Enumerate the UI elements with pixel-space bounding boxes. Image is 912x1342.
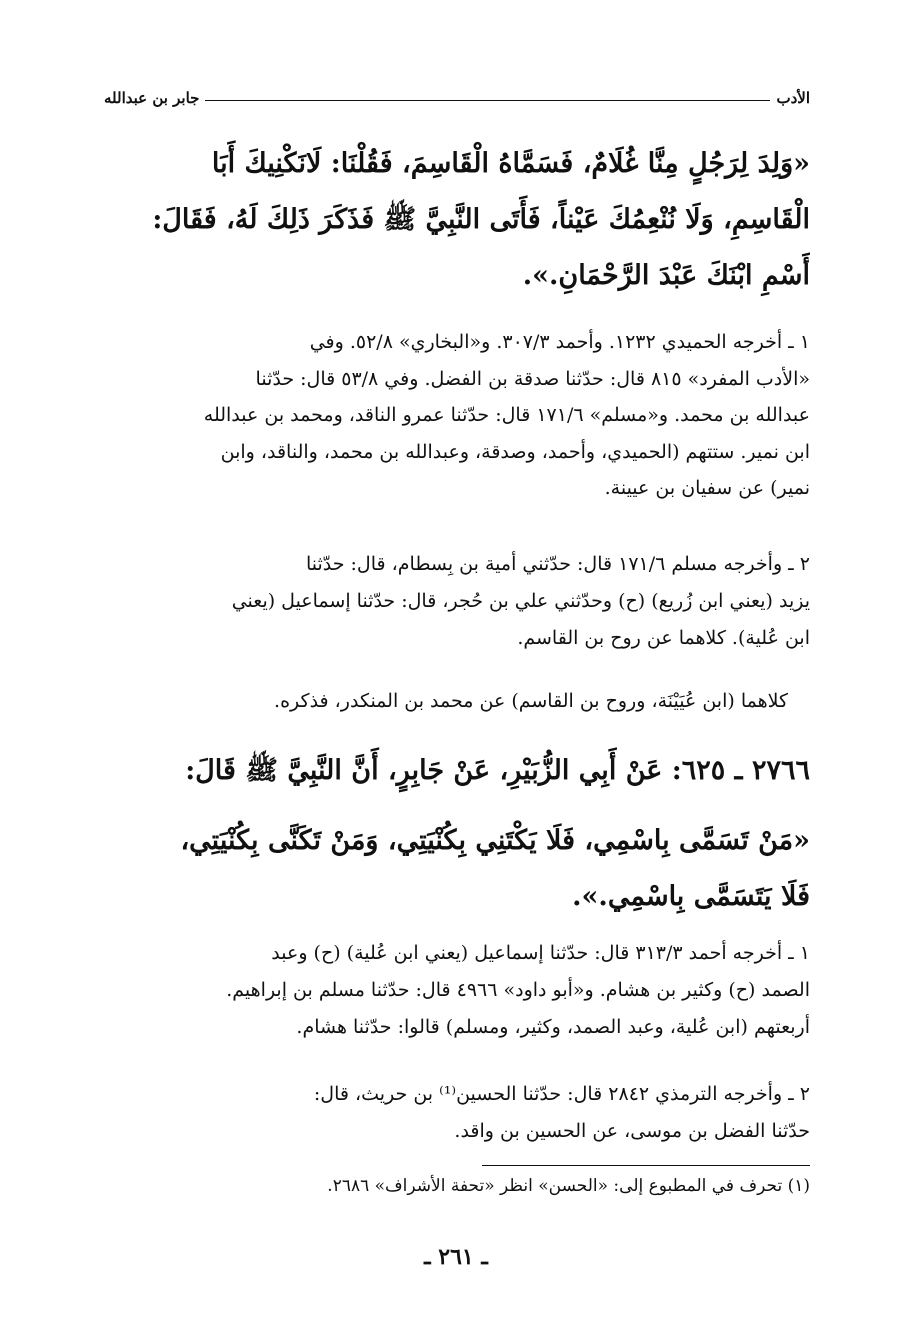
hadith-line: الْقَاسِمِ، وَلَا نُنْعِمُكَ عَيْناً، فَأَتَى النَّبِيَّ ﷺ فَذَكَرَ ذَلِكَ لَهُ، فَقَالَ:	[152, 204, 810, 235]
takhrij-line: يزيد (يعني ابن زُريع) (ح) وحدّثني علي بن حُجر، قال: حدّثنا إسماعيل (يعني	[231, 590, 810, 612]
hadith-line: أَسْمِ ابْنَكَ عَبْدَ الرَّحْمَانِ.».	[522, 260, 810, 291]
header-chapter-title: جابر بن عبدالله	[104, 89, 200, 107]
running-header	[104, 86, 810, 110]
takhrij-line: عبدالله بن محمد. و«مسلم» ١٧١/٦ قال: حدّثنا عمرو الناقد، ومحمد بن عبدالله	[203, 404, 810, 426]
takhrij-paragraph-2	[104, 546, 810, 657]
hadith-line: «مَنْ تَسَمَّى بِاسْمِي، فَلَا يَكْتَنِي بِكُنْيَتِي، وَمَنْ تَكَنَّى بِكُنْيَتِي،	[180, 825, 810, 856]
takhrij-line: الصمد (ح) وكثير بن هشام. و«أبو داود» ٤٩٦٦ قال: حدّثنا مسلم بن إبراهيم.	[226, 979, 810, 1001]
footnote: (١) تحرف في المطبوع إلى: «الحسن» انظر «تحفة الأشراف» ٢٦٨٦.	[327, 1176, 810, 1196]
hadith-line: «وَلِدَ لِرَجُلٍ مِنَّا غُلَامٌ، فَسَمَّاهُ الْقَاسِمَ، فَقُلْنَا: لَانَكْنِيكَ أَبَا	[211, 148, 810, 179]
takhrij-line: حدّثنا الفضل بن موسى، عن الحسين بن واقد.	[454, 1120, 810, 1142]
takhrij-line: ٢ ـ وأخرجه الترمذي ٢٨٤٢ قال: حدّثنا الحسين⁽¹⁾ بن حريث، قال:	[313, 1083, 810, 1105]
takhrij-paragraph-3	[104, 935, 810, 1046]
footnote-separator	[482, 1165, 810, 1166]
takhrij-line: ٢ ـ وأخرجه مسلم ١٧١/٦ قال: حدّثني أمية بن بِسطام، قال: حدّثنا	[305, 553, 810, 575]
hadith-text-1	[104, 136, 810, 304]
summary-line: كلاهما (ابن عُيَيْنَة، وروح بن القاسم) عن محمد بن المنكدر، فذكره.	[274, 690, 788, 712]
summary-paragraph	[104, 683, 810, 719]
header-section-title: الأدب	[776, 89, 810, 107]
takhrij-line: ابن عُلية). كلاهما عن روح بن القاسم.	[517, 627, 810, 649]
takhrij-paragraph-4	[104, 1076, 810, 1150]
hadith-2-heading	[104, 743, 810, 799]
page-number: ـ ٢٦١ ـ	[424, 1244, 488, 1270]
hadith-text-2	[104, 813, 810, 925]
takhrij-line: أربعتهم (ابن عُلية، وعبد الصمد، وكثير، ومسلم) قالوا: حدّثنا هشام.	[296, 1016, 810, 1038]
hadith-number-heading: ٢٧٦٦ ـ ٦٢٥: عَنْ أَبِي الزُّبَيْرِ، عَنْ جَابِرٍ، أَنَّ النَّبِيَّ ﷺ قَالَ:	[185, 755, 810, 786]
takhrij-paragraph-1	[104, 324, 810, 507]
takhrij-line: ١ ـ أخرجه الحميدي ١٢٣٢. وأحمد ٣٠٧/٣. و«البخاري» ٥٢/٨. وفي	[309, 331, 810, 353]
header-rule	[205, 100, 770, 101]
takhrij-line: ابن نمير. ستتهم (الحميدي، وأحمد، وصدقة، وعبدالله بن محمد، والناقد، وابن	[220, 440, 810, 463]
takhrij-line: «الأدب المفرد» ٨١٥ قال: حدّثنا صدقة بن الفضل. وفي ٥٣/٨ قال: حدّثنا	[255, 367, 810, 390]
hadith-line: فَلَا يَتَسَمَّى بِاسْمِي.».	[572, 881, 810, 912]
takhrij-line: نمير) عن سفيان بن عيينة.	[604, 477, 810, 499]
takhrij-line: ١ ـ أخرجه أحمد ٣١٣/٣ قال: حدّثنا إسماعيل (يعني ابن عُلية) (ح) وعبد	[271, 942, 810, 964]
